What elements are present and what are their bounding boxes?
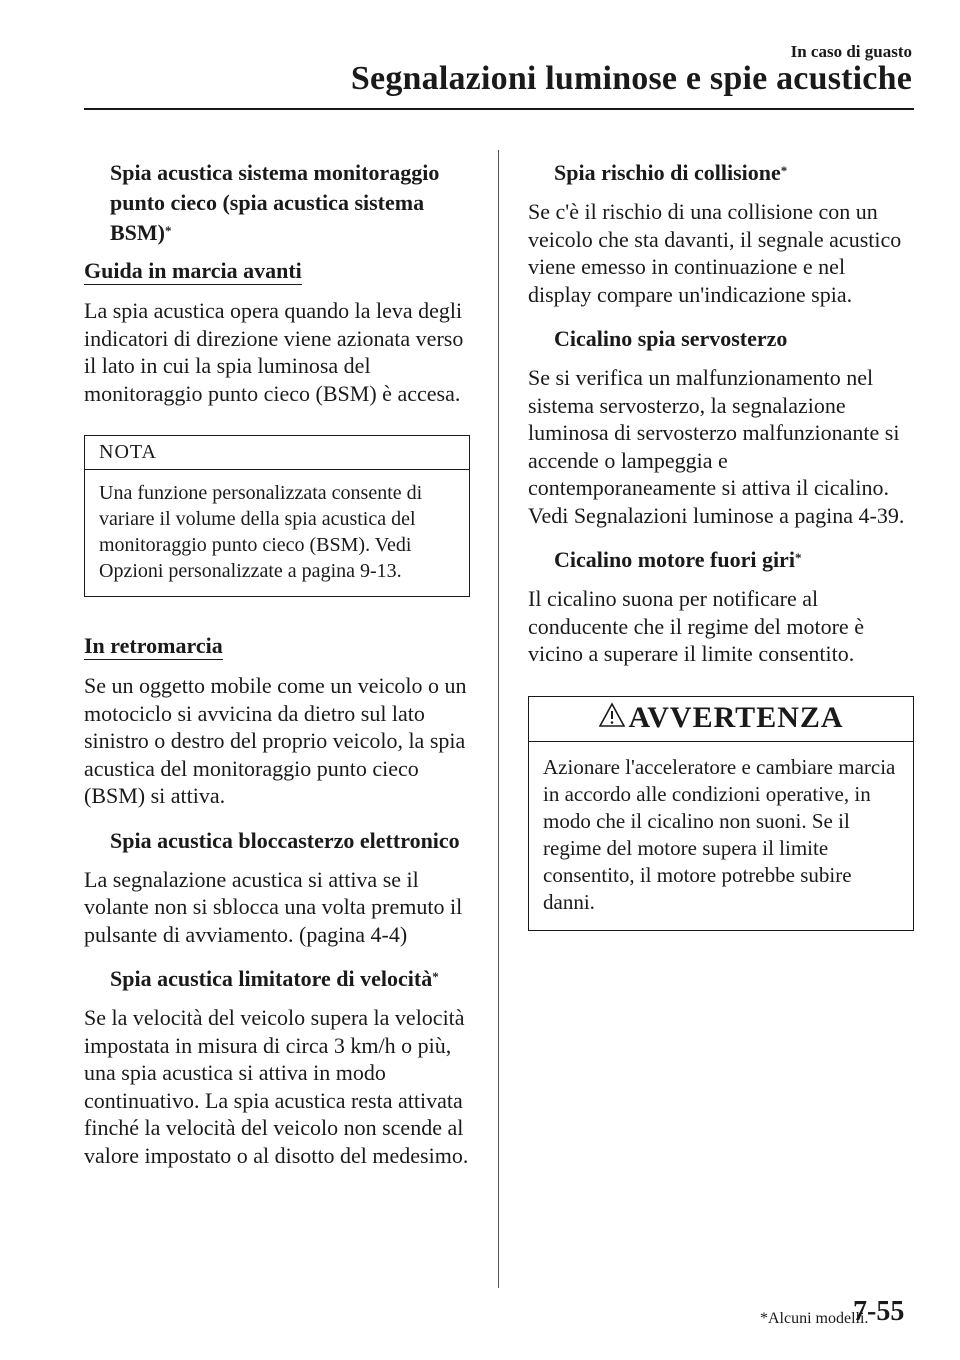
bsm-warning-title-text: Spia acustica sistema monitoraggio punto cieco (spia acustica sistema BSM) <box>110 160 440 245</box>
left-column <box>84 158 470 1169</box>
warning-header <box>529 697 913 742</box>
forward-text: La spia acustica opera quando la leva degli indicatori di direzione viene azionata verso il lato in cui la spia luminosa del monitoraggio punto cieco (BSM) è accesa. <box>84 298 464 406</box>
note-text: Una funzione personalizzata consente di variare il volume della spia acustica del monitoraggio punto cieco (BSM). Vedi Opzioni personalizzate a pagina 9-13. <box>99 482 423 582</box>
footer-note: *Alcuni modelli. <box>760 1310 869 1327</box>
steering-lock-text: La segnalazione acustica si attiva se il volante non si sblocca una volta premuto il pulsante di avviamento. (pagina 4-4) <box>84 866 463 947</box>
bsm-warning-star: * <box>165 223 172 238</box>
collision-title <box>528 158 914 188</box>
header-rule <box>84 108 914 110</box>
overrev-title <box>528 545 914 575</box>
reverse-heading: In retromarcia <box>84 633 223 658</box>
speed-limiter-text: Se la velocità del veicolo supera la velocità impostata in misura di circa 3 km/h o più, una spia acustica si attiva in modo continuativo. La spia acustica resta attivata finché la velocità del veicolo non scende al valore impostato o al disotto del medesimo. <box>84 1005 469 1168</box>
collision-star: * <box>780 163 788 178</box>
power-steering-title: Cicalino spia servosterzo <box>554 326 788 351</box>
right-column <box>528 158 914 931</box>
overrev-star: * <box>794 550 802 565</box>
overrev-text: Il cicalino suona per notificare al conducente che il regime del motore è vicino a superare il limite consentito. <box>528 586 864 666</box>
warning-triangle-icon <box>598 702 626 728</box>
header-section: In caso di guasto <box>790 42 912 61</box>
bsm-warning-title <box>84 158 470 248</box>
forward-heading: Guida in marcia avanti <box>84 258 302 283</box>
collision-title-text: Spia rischio di collisione <box>554 160 781 185</box>
power-steering-text: Se si verifica un malfunzionamento nel sistema servosterzo, la segnalazione luminosa di servosterzo malfunzionante si accende o lampeggia e contemporaneamente si attiva il cicalino. Vedi Segnalazioni luminose a pagina 4-39. <box>528 365 905 528</box>
steering-lock-title: Spia acustica bloccasterzo elettronico <box>110 827 460 853</box>
page-title: Segnalazioni luminose e spie acustiche <box>350 60 912 97</box>
warning-box <box>528 696 914 931</box>
note-label: NOTA <box>85 436 469 470</box>
overrev-title-text: Cicalino motore fuori giri <box>554 547 795 572</box>
warning-text: Azionare l'acceleratore e cambiare marcia in accordo alle condizioni operative, in modo che il cicalino non suoni. Se il regime del motore supera il limite consentito, il motore potrebbe subire danni. <box>543 754 896 914</box>
collision-text: Se c'è il rischio di una collisione con un veicolo che sta davanti, il segnale acustico viene emesso in continuazione e nel display compare un'indicazione spia. <box>528 199 902 307</box>
warning-label: AVVERTENZA <box>628 700 844 734</box>
reverse-text: Se un oggetto mobile come un veicolo o un motociclo si avvicina da dietro sul lato sinistro o destro del proprio veicolo, la spia acustica del monitoraggio punto cieco (BSM) si attiva. <box>84 673 467 808</box>
column-divider <box>498 150 499 1288</box>
speed-limiter-title <box>84 964 470 994</box>
speed-limiter-title-text: Spia acustica limitatore di velocità <box>110 966 433 991</box>
note-box <box>84 435 470 597</box>
page-number: 7-55 <box>853 1296 905 1327</box>
speed-limiter-star: * <box>432 969 439 984</box>
